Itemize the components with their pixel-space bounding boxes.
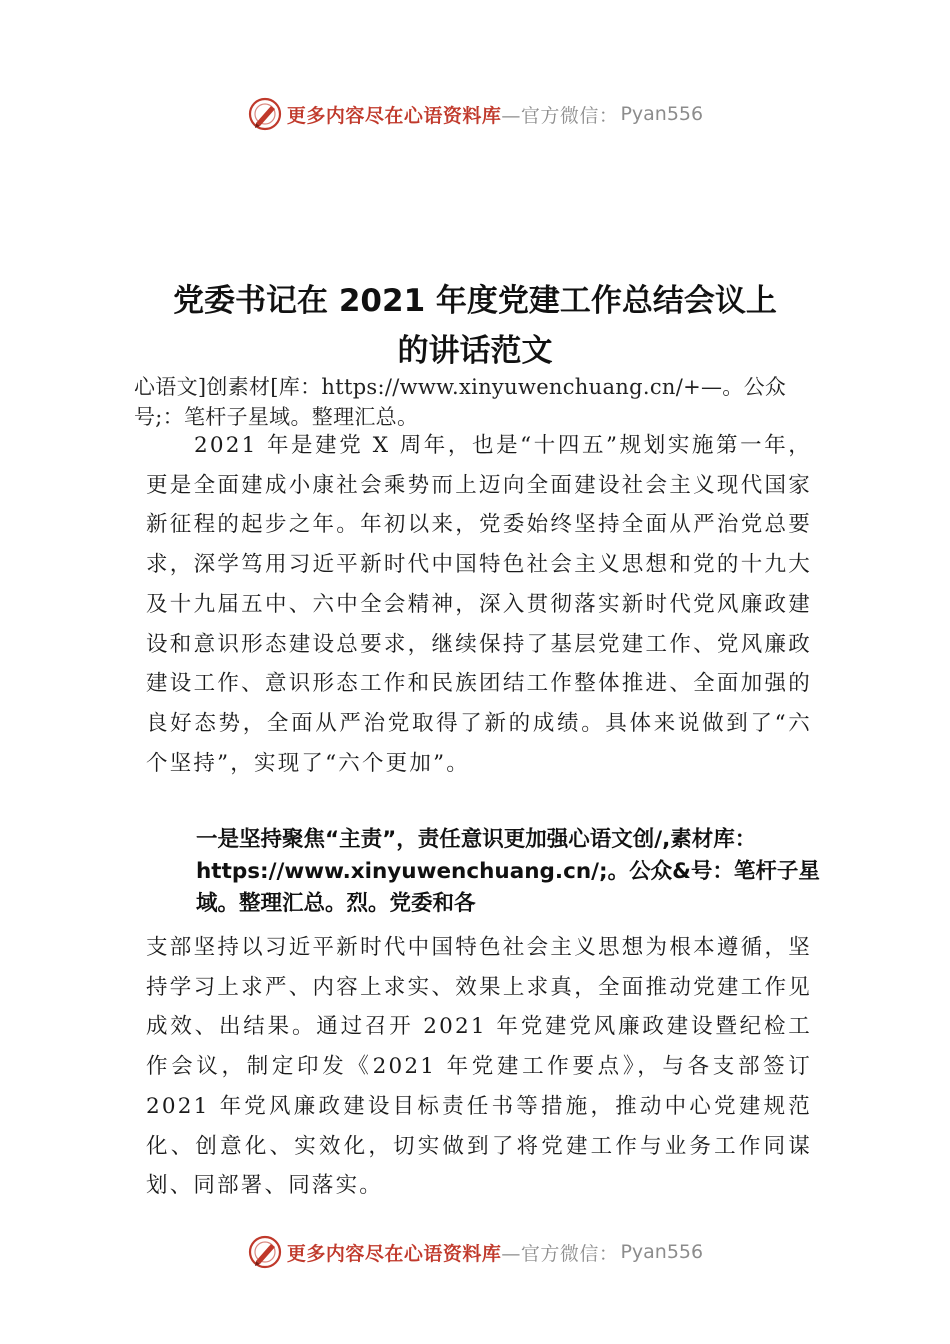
source-note: 心语文]创素材[库：https://www.xinyuwenchuang.cn/+—。公众号;：笔杆子星域。整理汇总。 xyxy=(134,375,787,429)
pen-logo-icon xyxy=(247,96,283,132)
title-line-2: 的讲话范文 xyxy=(397,333,553,369)
footer-banner-wechat-id: Pyan556 xyxy=(620,1241,704,1263)
footer-banner-title: 更多内容尽在心语资料库 xyxy=(286,1242,502,1265)
document-title xyxy=(120,276,830,376)
footer-banner-wechat-label: —官方微信： xyxy=(501,1242,619,1265)
title-line-1: 党委书记在 2021 年度党建工作总结会议上 xyxy=(173,283,777,319)
section-heading-1: 一是坚持聚焦“主责”，责任意识更加强心语文创/,素材库：https://www.xinyuwenchuang.cn/;。公众&号：笔杆子星域。整理汇总。烈。党委和各 xyxy=(196,827,820,916)
banner-wechat-id: Pyan556 xyxy=(620,103,704,125)
banner-wechat-label: —官方微信： xyxy=(501,104,619,127)
body-paragraph-1: 2021 年是建党 X 周年，也是“十四五”规划实施第一年，更是全面建成小康社会乘势而上迈向全面建设社会主义现代国家新征程的起步之年。年初以来，党委始终坚持全面从严治党总要求，深学笃用习近平新时代中国特色社会主义思想和党的十九大及十九届五中、六中全会精神，深入贯彻落实新时代党风廉政建设和意识形态建设总要求，继续保持了基层党建工作、党风廉政建设工作、意识形态工作和民族团结工作整体推进、全面加强的良好态势，全面从严治党取得了新的成绩。具体来说做到了“六个坚持”，实现了“六个更加”。 xyxy=(146,433,812,776)
banner-title: 更多内容尽在心语资料库 xyxy=(286,104,502,127)
pen-logo-icon xyxy=(247,1234,283,1270)
footer-banner xyxy=(0,1232,950,1272)
body-paragraph-2: 支部坚持以习近平新时代中国特色社会主义思想为根本遵循，坚持学习上求严、内容上求实、效果上求真，全面推动党建工作见成效、出结果。通过召开 2021 年党建党风廉政建设暨纪检工作会议，制定印发《2021 年党建工作要点》，与各支部签订 2021 年党风廉政建设目标责任书等措施，推动中心党建规范化、创意化、实效化，切实做到了将党建工作与业务工作同谋划、同部署、同落实。 xyxy=(146,935,812,1199)
header-banner xyxy=(0,94,950,134)
